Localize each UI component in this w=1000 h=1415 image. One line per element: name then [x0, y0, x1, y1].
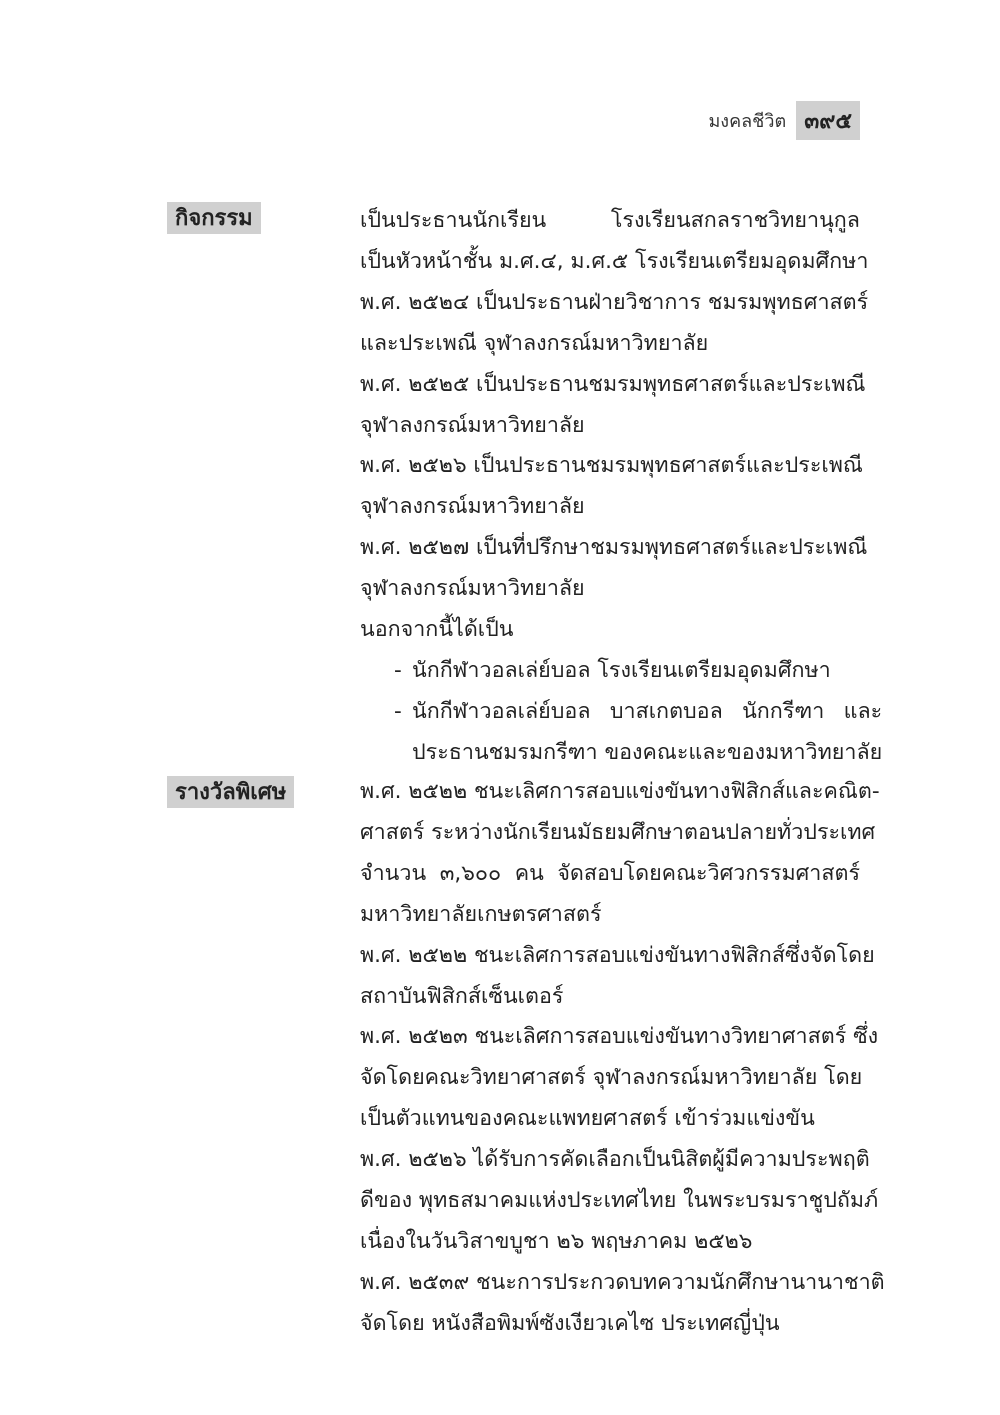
award-line: จัดโดยคณะวิทยาศาสตร์ จุฬาลงกรณ์มหาวิทยาลัย โดย — [360, 1065, 863, 1091]
award-line: จำนวน ๓,๖๐๐ คน จัดสอบโดยคณะวิศวกรรมศาสตร์ — [360, 860, 860, 886]
section-label-awards: รางวัลพิเศษ — [167, 776, 294, 808]
activity-line: จุฬาลงกรณ์มหาวิทยาลัย — [360, 494, 585, 520]
bullet-line: นักกีฬาวอลเล่ย์บอล โรงเรียนเตรียมอุดมศึกษา — [412, 657, 831, 683]
award-line: พ.ศ. ๒๕๓๙ ชนะการประกวดบทความนักศึกษานานาชาติ — [360, 1269, 885, 1295]
bullet-item — [360, 692, 883, 774]
award-line: ศาสตร์ ระหว่างนักเรียนมัธยมศึกษาตอนปลายทั่วประเทศ — [360, 819, 876, 845]
bullet-line: นักกีฬาวอลเล่ย์บอล บาสเกตบอล นักกรีฑา และ — [412, 698, 883, 724]
award-line: พ.ศ. ๒๕๒๒ ชนะเลิศการสอบแข่งขันทางฟิสิกส์ซึ่งจัดโดย — [360, 942, 875, 968]
page-header — [708, 104, 860, 136]
activity-line: พ.ศ. ๒๕๒๕ เป็นประธานชมรมพุทธศาสตร์และประเพณี — [360, 371, 866, 397]
bullet-text — [412, 692, 882, 774]
activity-line: พ.ศ. ๒๕๒๔ เป็นประธานฝ่ายวิชาการ ชมรมพุทธศาสตร์ — [360, 289, 869, 315]
award-line: สถาบันฟิสิกส์เซ็นเตอร์ — [360, 983, 564, 1009]
award-line: ดีของ พุทธสมาคมแห่งประเทศไทย ในพระบรมราชูปถัมภ์ — [360, 1188, 879, 1214]
activity-line: และประเพณี จุฬาลงกรณ์มหาวิทยาลัย — [360, 330, 709, 356]
award-line: พ.ศ. ๒๕๒๖ ได้รับการคัดเลือกเป็นนิสิตผู้มีความประพฤติ — [360, 1147, 870, 1173]
running-title: มงคลชีวิต — [708, 110, 787, 132]
award-line: เนื่องในวันวิสาขบูชา ๒๖ พฤษภาคม ๒๕๒๖ — [360, 1228, 753, 1254]
activity-line: นอกจากนี้ได้เป็น — [360, 617, 514, 643]
activity-line: เป็นหัวหน้าชั้น ม.ศ.๔, ม.ศ.๕ โรงเรียนเตรียมอุดมศึกษา — [360, 248, 869, 274]
bullet-mark: - — [394, 698, 402, 724]
award-line: จัดโดย หนังสือพิมพ์ซังเงียวเคไซ ประเทศญี่ปุ่น — [360, 1310, 780, 1336]
activity-line: พ.ศ. ๒๕๒๖ เป็นประธานชมรมพุทธศาสตร์และประเพณี — [360, 453, 863, 479]
page-number: ๓๙๕ — [796, 101, 860, 140]
bullet-text — [412, 651, 860, 692]
bullet-item — [360, 651, 860, 692]
bullet-line: ประธานชมรมกรีฑา ของคณะและของมหาวิทยาลัย — [412, 739, 883, 765]
award-line: มหาวิทยาลัยเกษตรศาสตร์ — [360, 901, 602, 927]
activity-line: พ.ศ. ๒๕๒๗ เป็นที่ปรึกษาชมรมพุทธศาสตร์และประเพณี — [360, 535, 868, 561]
activity-line: จุฬาลงกรณ์มหาวิทยาลัย — [360, 576, 585, 602]
section-label-activities: กิจกรรม — [167, 202, 261, 234]
award-line: เป็นตัวแทนของคณะแพทยศาสตร์ เข้าร่วมแข่งขัน — [360, 1106, 815, 1132]
award-line: พ.ศ. ๒๕๒๓ ชนะเลิศการสอบแข่งขันทางวิทยาศาสตร์ ซึ่ง — [360, 1024, 879, 1050]
award-line: พ.ศ. ๒๕๒๒ ชนะเลิศการสอบแข่งขันทางฟิสิกส์และคณิต- — [360, 779, 880, 804]
activity-line: จุฬาลงกรณ์มหาวิทยาลัย — [360, 412, 585, 438]
awards-content — [360, 772, 885, 1345]
activity-line: เป็นประธานนักเรียน โรงเรียนสกลราชวิทยานุกูล — [360, 208, 860, 233]
activities-content — [360, 201, 883, 774]
bullet-mark: - — [394, 657, 402, 683]
